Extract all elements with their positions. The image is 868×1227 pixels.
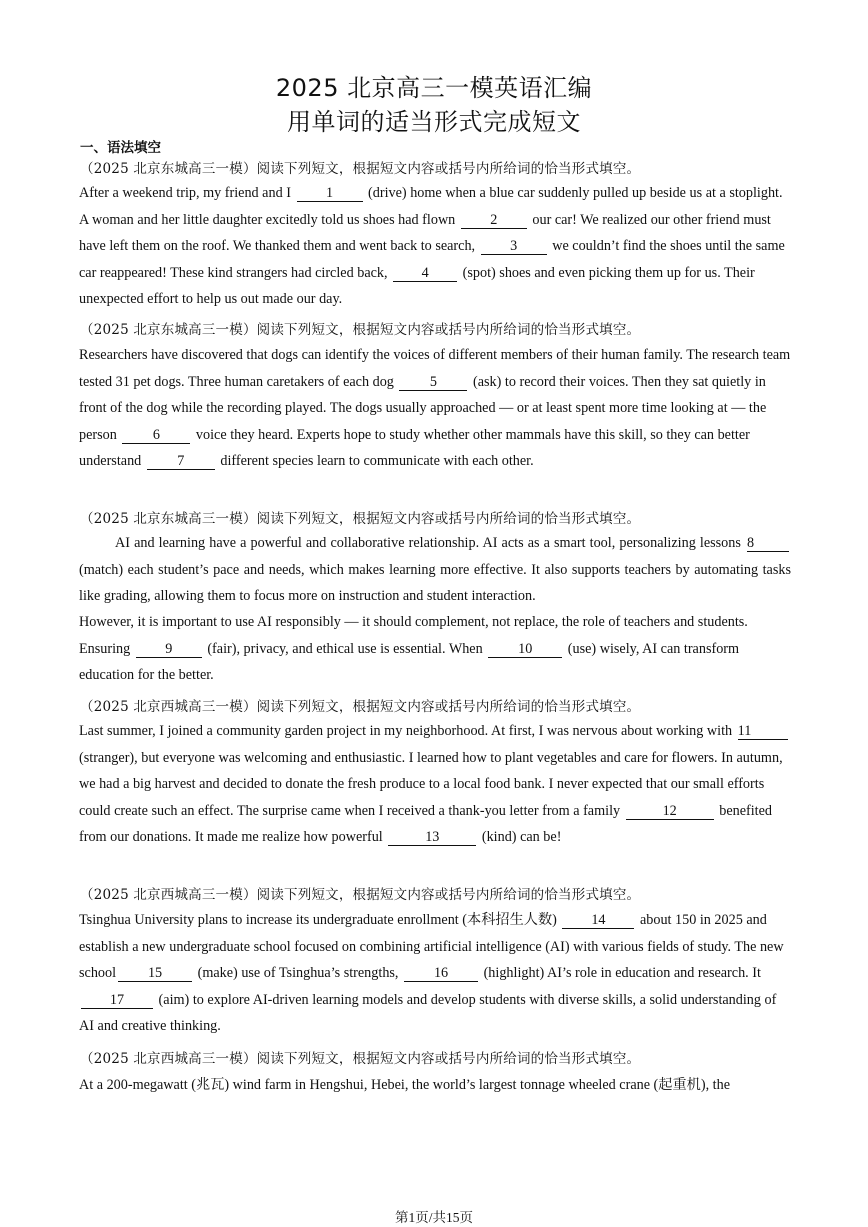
passage-source: （2025 北京东城高三一模）阅读下列短文，根据短文内容或括号内所给词的恰当形式填空。 <box>80 161 641 177</box>
answer-blank[interactable]: 12 <box>626 803 714 820</box>
doc-title-line2: 用单词的适当形式完成短文 <box>287 108 581 136</box>
passage-source: （2025 北京东城高三一模）阅读下列短文，根据短文内容或括号内所给词的恰当形式填空。 <box>80 322 641 338</box>
answer-blank[interactable]: 14 <box>562 912 634 929</box>
answer-blank[interactable]: 7 <box>147 453 215 470</box>
passage-text: Researchers have discovered that dogs can identify the voices of different members of their human family. The research team tested 31 pet dogs. Three human caretakers of each dog 5 (ask) to record their voices. Then they sat quietly in front of the dog while the recording played. The dogs usually approached — or at least spent more time looking at — the person 6 voice they heard. Experts hope to study whether other mammals have this skill, so they can better understand 7 different species learn to communicate with each other. <box>79 347 791 469</box>
passage-source: （2025 北京西城高三一模）阅读下列短文，根据短文内容或括号内所给词的恰当形式填空。 <box>80 1051 641 1067</box>
answer-blank[interactable]: 16 <box>404 965 478 982</box>
passage-text: However, it is important to use AI responsibly — it should complement, not replace, the role of teachers and students. Ensuring 9 (fair), privacy, and ethical use is essential. When 10 (use) wisely, AI can transform education for the better. <box>79 614 748 683</box>
passage-source: （2025 北京东城高三一模）阅读下列短文，根据短文内容或括号内所给词的恰当形式填空。 <box>80 511 641 527</box>
section-heading: 一、语法填空 <box>80 140 161 156</box>
answer-blank[interactable]: 1 <box>297 185 363 202</box>
answer-blank[interactable]: 3 <box>481 238 547 255</box>
doc-title-line1: 2025 北京高三一模英语汇编 <box>275 74 593 102</box>
passage-text: Last summer, I joined a community garden project in my neighborhood. At first, I was nervous about working with 11 (stranger), but everyone was welcoming and enthusiastic. I learned how to plant vegetables and care for flowers. In autumn, we had a big harvest and decided to donate the fresh produce to a local food bank. I never expected that our small efforts could create such an effect. The surprise came when I received a thank-you letter from a family 12 benefited from our donations. It made me realize how powerful 13 (kind) can be! <box>79 718 791 851</box>
answer-blank[interactable]: 5 <box>399 374 467 391</box>
page-number: 第1页/共15页 <box>394 1210 473 1225</box>
passage-source: （2025 北京西城高三一模）阅读下列短文，根据短文内容或括号内所给词的恰当形式填空。 <box>80 887 641 903</box>
answer-blank[interactable]: 10 <box>488 641 562 658</box>
answer-blank[interactable]: 9 <box>136 641 202 658</box>
passage-source: （2025 北京西城高三一模）阅读下列短文，根据短文内容或括号内所给词的恰当形式填空。 <box>80 699 641 715</box>
answer-blank[interactable]: 6 <box>122 427 190 444</box>
passage-text: AI and learning have a powerful and collaborative relationship. AI acts as a smart tool, personalizing lessons 8 (match) each student’s pace and needs, which makes learning more effective. It also supports teachers by automating tasks like grading, allowing them to focus more on instruction and student interaction. <box>79 535 791 604</box>
passage-text: After a weekend trip, my friend and I 1 (drive) home when a blue car suddenly pulled up beside us at a stoplight. A woman and her little daughter excitedly told us shoes had flown 2 our car! We realized our other friend must have left them on the roof. We thanked them and went back to search, 3 we couldn’t find the shoes until the same car reappeared! These kind strangers had circled back, 4 (spot) shoes and even picking them up for us. Their unexpected effort to help us out made our day. <box>79 185 785 307</box>
answer-blank[interactable]: 11 <box>738 723 788 740</box>
passage-text: At a 200-megawatt (兆瓦) wind farm in Hengshui, Hebei, the world’s largest tonnage wheeled crane (起重机), the <box>79 1077 730 1093</box>
answer-blank[interactable]: 4 <box>393 265 457 282</box>
answer-blank[interactable]: 17 <box>81 992 153 1009</box>
answer-blank[interactable]: 8 <box>747 535 789 552</box>
answer-blank[interactable]: 15 <box>118 965 192 982</box>
answer-blank[interactable]: 13 <box>388 829 476 846</box>
passage-text: Tsinghua University plans to increase its undergraduate enrollment (本科招生人数) 14 about 150 in 2025 and establish a new undergraduate school focused on combining artificial intelligence (AI) with various fields of study. The new school 15 (make) use of Tsinghua’s strengths, 16 (highlight) AI’s role in education and research. It 17 (aim) to explore AI-driven learning models and develop students with diverse skills, a solid understanding of AI and creative thinking. <box>79 912 784 1034</box>
answer-blank[interactable]: 2 <box>461 212 527 229</box>
